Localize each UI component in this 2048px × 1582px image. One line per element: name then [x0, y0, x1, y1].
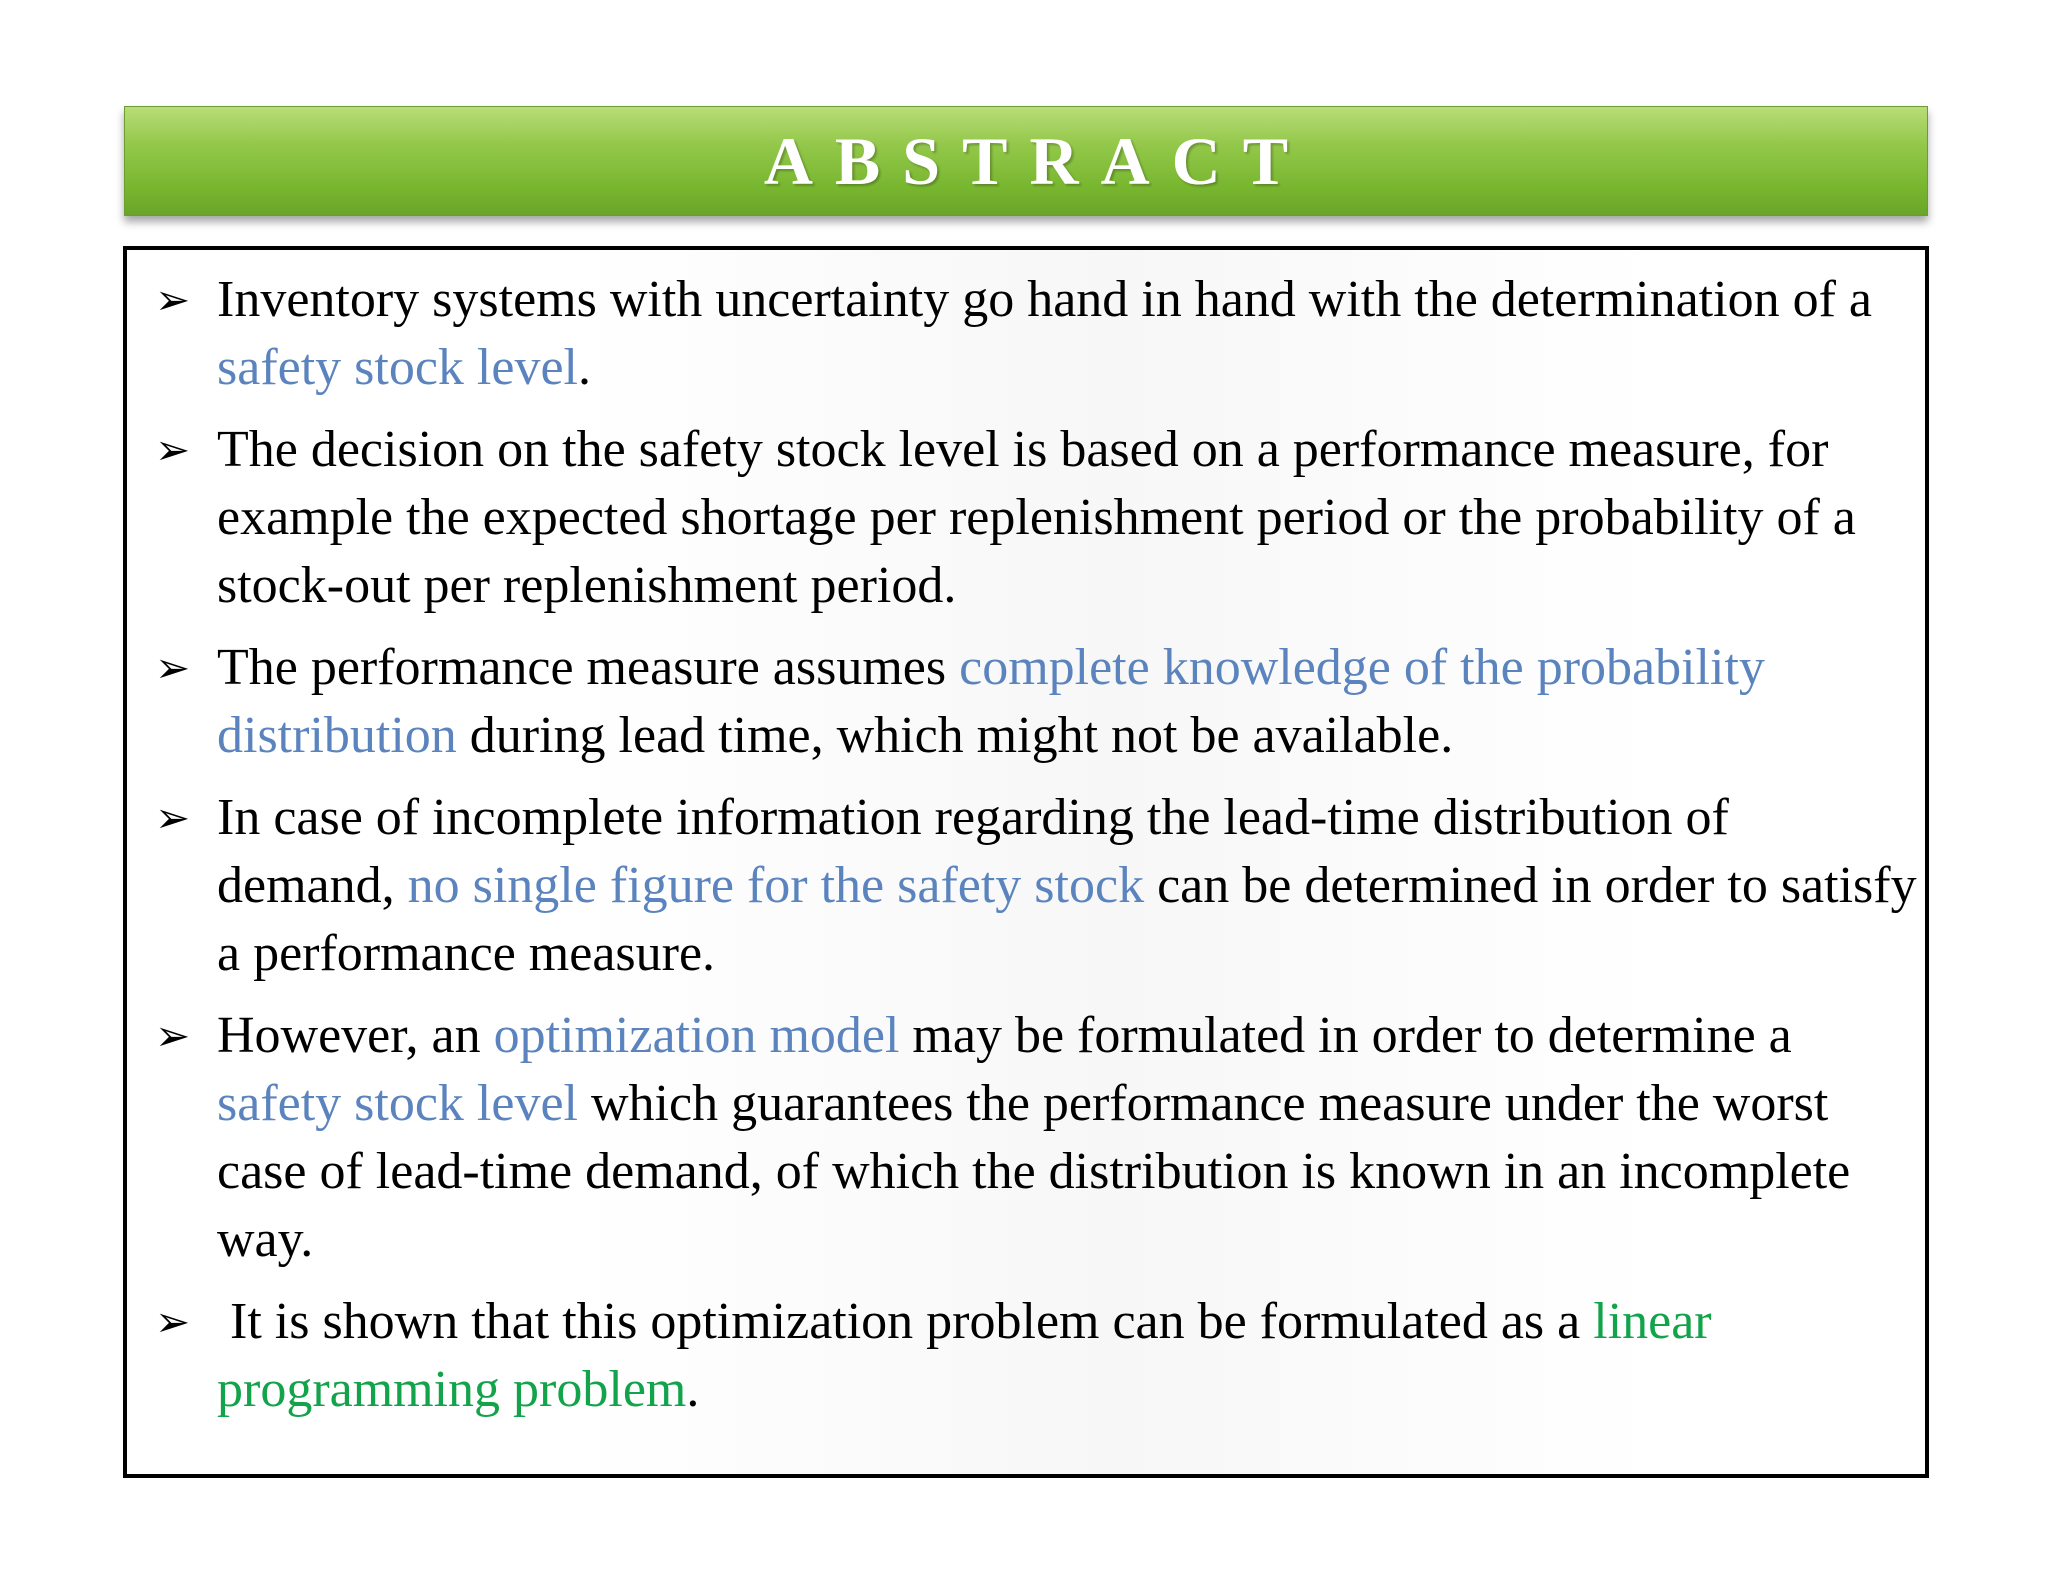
bullet-text: It is shown that this optimization problem can be formulated as a linear programming problem.	[217, 1293, 1712, 1418]
highlight-text: safety stock level	[217, 339, 578, 396]
bullet-text: The decision on the safety stock level is based on a performance measure, for example the expected shortage per replenishment period or the probability of a stock-out per replenishment period.	[217, 421, 1856, 614]
list-item	[147, 416, 1917, 620]
list-item	[147, 784, 1917, 988]
page-title: ABSTRACT	[763, 122, 1311, 199]
bullet-text: Inventory systems with uncertainty go hand in hand with the determination of a safety stock level.	[217, 271, 1872, 396]
arrow-bullet-icon: ➢	[155, 275, 191, 324]
bullet-text: In case of incomplete information regarding the lead-time distribution of demand, no single figure for the safety stock can be determined in order to satisfy a performance measure.	[217, 789, 1917, 982]
list-item	[147, 1002, 1917, 1274]
list-item	[147, 634, 1917, 770]
highlight-text: optimization model	[493, 1007, 900, 1064]
arrow-bullet-icon: ➢	[155, 643, 191, 692]
arrow-bullet-icon: ➢	[155, 793, 191, 842]
highlight-text: complete knowledge of the probability distribution	[217, 639, 1765, 764]
bullet-text: The performance measure assumes complete knowledge of the probability distribution during lead time, which might not be available.	[217, 639, 1765, 764]
arrow-bullet-icon: ➢	[155, 425, 191, 474]
bullet-list	[147, 266, 1917, 1438]
list-item	[147, 1288, 1917, 1424]
highlight-text: safety stock level	[217, 1075, 578, 1132]
title-banner	[124, 106, 1928, 216]
arrow-bullet-icon: ➢	[155, 1011, 191, 1060]
list-item	[147, 266, 1917, 402]
abstract-box	[123, 246, 1929, 1478]
highlight-text: linear programming problem	[217, 1293, 1712, 1418]
highlight-text: no single figure for the safety stock	[407, 857, 1145, 914]
arrow-bullet-icon: ➢	[155, 1297, 191, 1346]
bullet-text: However, an optimization model may be formulated in order to determine a safety stock level which guarantees the performance measure under the worst case of lead-time demand, of which the distribution is known in an incomplete way.	[217, 1007, 1851, 1268]
